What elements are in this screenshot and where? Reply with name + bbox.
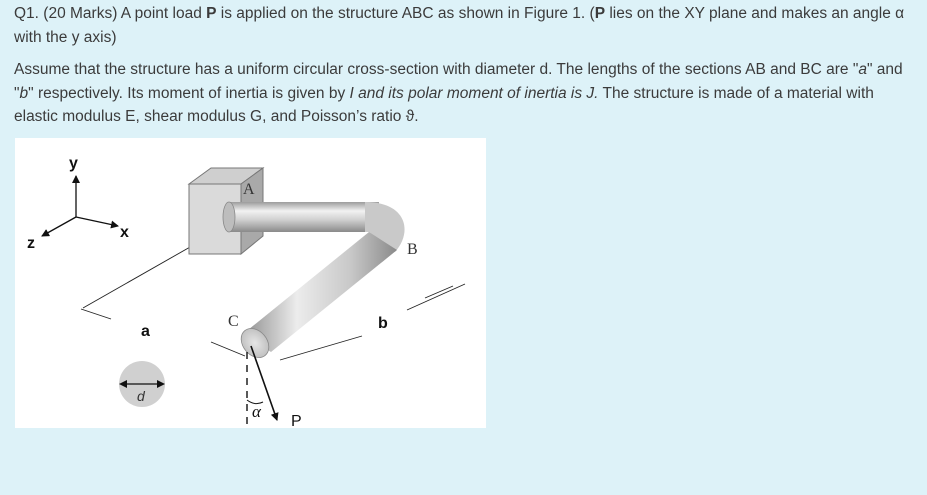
- point-b-label: B: [407, 241, 418, 258]
- pipe-bc: [236, 232, 397, 363]
- y-axis-label: y: [69, 155, 78, 172]
- load-symbol-2: P: [594, 5, 606, 22]
- figure-1: [15, 138, 486, 428]
- load-symbol: P: [206, 5, 217, 22]
- angle-alpha-label: α: [252, 402, 261, 421]
- header-text-suffix: lies on the XY plane and makes an angle α with the y axis): [14, 5, 905, 46]
- pipe-ab-body: [229, 202, 379, 232]
- x-axis-arrow: [76, 217, 118, 226]
- dim-a-label: a: [141, 323, 150, 340]
- diameter-d-label: d: [137, 388, 145, 404]
- coordinate-axes: [27, 155, 129, 252]
- body-part2: " and ": [14, 61, 903, 102]
- point-a-label: A: [243, 181, 255, 198]
- z-axis-label: z: [27, 235, 35, 252]
- body-inertia-italic: I and its polar moment of inertia is J.: [349, 84, 599, 102]
- dim-a-arrow-left: [81, 309, 111, 319]
- structure-diagram: [15, 138, 486, 428]
- dim-b-upper: [407, 284, 465, 310]
- body-part1: Assume that the structure has a uniform circular cross-section with diameter d. The lengths of the sections AB and BC are ": [14, 61, 859, 78]
- dim-b-label: b: [378, 315, 388, 332]
- pipe-ab: [223, 202, 379, 232]
- z-axis-arrow: [42, 217, 76, 236]
- body-b-symbol: b: [19, 84, 29, 102]
- body-part4: The structure is made of a material with elastic modulus E, shear modulus G, and Poisson’s ratio ϑ.: [14, 84, 874, 125]
- body-part3: " respectively. Its moment of inertia is given by: [28, 84, 350, 102]
- dim-b-lower: [280, 336, 362, 360]
- dim-b-arrow: [425, 286, 453, 298]
- header-text-prefix: Q1. (20 Marks) A point load: [14, 5, 207, 22]
- pipe-ab-end-cap: [223, 202, 235, 232]
- point-c-label: C: [228, 313, 239, 330]
- load-p-label: P: [291, 413, 302, 428]
- header-text-mid: is applied on the structure ABC as shown in Figure 1. (: [216, 5, 595, 22]
- x-axis-label: x: [120, 224, 129, 241]
- question-body: [14, 58, 919, 129]
- dim-a-arrow-right: [211, 342, 245, 356]
- body-a-symbol: a: [858, 61, 867, 78]
- cross-section: [119, 361, 165, 407]
- question-header: [14, 2, 919, 49]
- pipe-bc-body: [243, 232, 397, 352]
- load-p: [247, 346, 302, 428]
